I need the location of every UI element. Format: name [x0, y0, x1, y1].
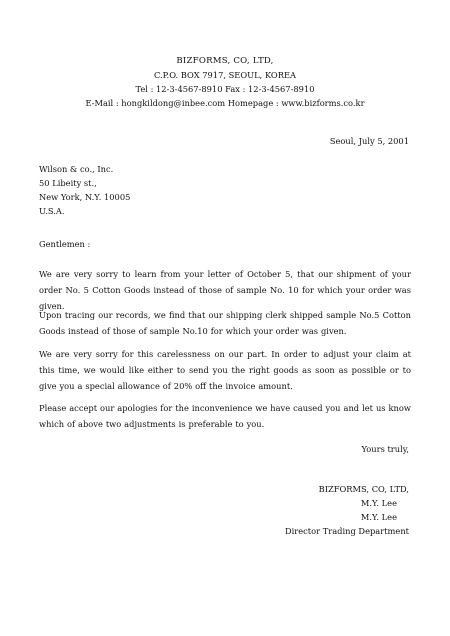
recipient-city: New York, N.Y. 10005 [39, 192, 131, 202]
signature-typed-name: M.Y. Lee [360, 512, 397, 522]
letter-date: Seoul, July 5, 2001 [329, 136, 409, 146]
salutation: Gentlemen : [39, 239, 91, 249]
letterhead-company: BIZFORMS, CO, LTD, [176, 56, 274, 66]
signature-block [285, 482, 409, 538]
signature-company: BIZFORMS, CO, LTD, [318, 484, 409, 494]
body-paragraph-1: We are very sorry to learn from your letter of October 5, that our shipment of your order No. 5 Cotton Goods instead of those of sample No. 10 for which your order was given. [39, 269, 411, 311]
recipient-address [39, 162, 130, 218]
recipient-company: Wilson & co., Inc. [39, 164, 114, 174]
letterhead-email-homepage: E-Mail : hongkildong@inbee.com Homepage : www.bizforms.co.kr [85, 98, 365, 108]
signature-name: M.Y. Lee [360, 498, 397, 508]
recipient-street: 50 Libeity st., [39, 178, 97, 188]
body-paragraph-4: Please accept our apologies for the inconvenience we have caused you and let us know which of above two adjustments is preferable to you. [39, 403, 411, 429]
recipient-country: U.S.A. [39, 206, 65, 216]
signature-title: Director Trading Department [284, 526, 409, 536]
letterhead-address: C.P.O. BOX 7917, SEOUL, KOREA [153, 70, 297, 80]
body-paragraph-3: We are very sorry for this carelessness on our part. In order to adjust your claim at this time, we would like either to send you the right goods as soon as possible or to give you a special allowance of 20% off the invoice amount. [39, 349, 411, 391]
letterhead-phone-fax: Tel : 12-3-4567-8910 Fax : 12-3-4567-8910 [135, 84, 315, 94]
complimentary-close: Yours truly, [361, 444, 409, 454]
body-paragraph-2: Upon tracing our records, we find that our shipping clerk shipped sample No.5 Cotton Goods instead of those of sample No.10 for which your order was given. [39, 310, 411, 336]
letterhead [0, 54, 450, 110]
